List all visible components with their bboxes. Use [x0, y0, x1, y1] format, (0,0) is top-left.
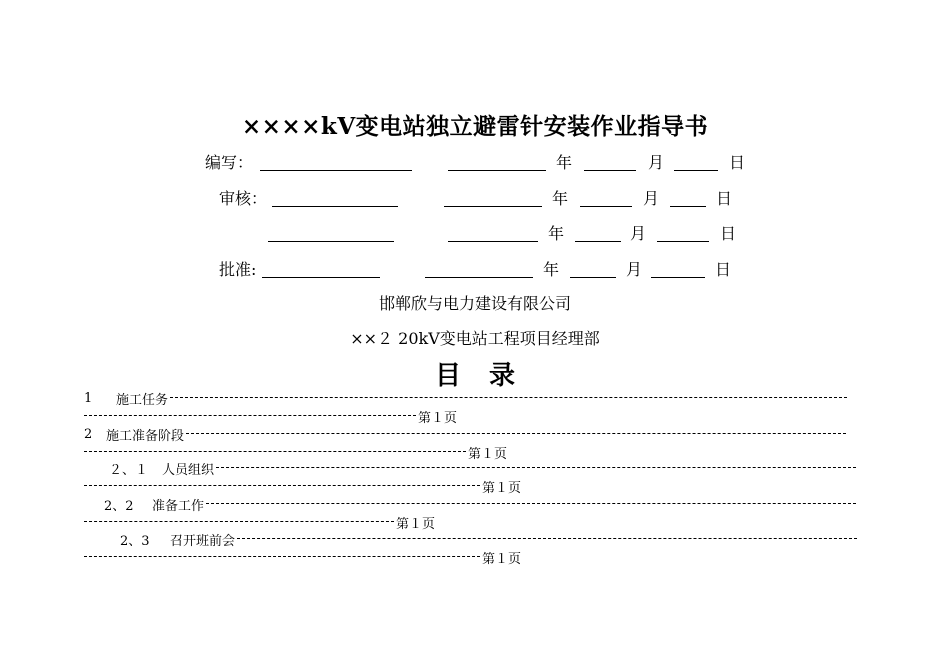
- month-label: 月: [648, 153, 665, 172]
- month-label: 月: [643, 189, 660, 208]
- month-label: 月: [630, 224, 647, 243]
- toc-text: 人员组织: [162, 463, 215, 477]
- toc-leader: [84, 415, 416, 416]
- day-line: [651, 277, 705, 278]
- toc-number: 2、2: [104, 499, 134, 513]
- year-line: [448, 241, 538, 242]
- toc-page: 第１页: [396, 517, 436, 531]
- day-line: [674, 170, 718, 171]
- toc-page: 第１页: [418, 411, 458, 425]
- toc-leader: [84, 485, 480, 486]
- toc-text: 召开班前会: [170, 534, 236, 548]
- toc-heading: 目录: [434, 361, 543, 391]
- year-line: [444, 206, 542, 207]
- toc-text: 准备工作: [152, 499, 205, 513]
- sign-row-author: [0, 150, 950, 174]
- toc-entry[interactable]: [84, 530, 869, 566]
- signature-line: [272, 206, 398, 207]
- company-name: 邯郸欣与电力建设有限公司: [378, 294, 571, 313]
- sign-row-reviewer: [0, 186, 950, 210]
- year-line: [448, 170, 546, 171]
- toc-leader: [206, 503, 856, 504]
- toc-leader: [84, 556, 480, 557]
- month-line: [584, 170, 636, 171]
- day-label: 日: [716, 189, 733, 208]
- toc-page: 第１页: [468, 447, 508, 461]
- year-label: 年: [548, 224, 565, 243]
- year-label: 年: [543, 260, 560, 279]
- signature-line: [260, 170, 412, 171]
- month-label: 月: [626, 260, 643, 279]
- toc-leader: [84, 521, 394, 522]
- sign-label: 编写：: [205, 153, 254, 172]
- toc-number: ２、１: [109, 463, 149, 477]
- toc-number: 1: [84, 391, 93, 406]
- sign-label: 审核：: [219, 189, 268, 208]
- toc-number: 2、3: [120, 534, 150, 548]
- sign-label: 批准:: [219, 260, 257, 279]
- toc-leader: [216, 467, 856, 468]
- toc-entry[interactable]: [84, 425, 869, 461]
- sign-row-reviewer-2: [0, 221, 950, 245]
- toc-entry[interactable]: [84, 389, 869, 425]
- month-line: [575, 241, 621, 242]
- year-label: 年: [556, 153, 573, 172]
- signature-line: [262, 277, 380, 278]
- toc-leader: [84, 451, 466, 452]
- year-line: [425, 277, 533, 278]
- day-label: 日: [729, 153, 746, 172]
- month-line: [580, 206, 632, 207]
- signature-line: [268, 241, 394, 242]
- toc-text: 施工任务: [116, 393, 169, 407]
- toc-leader: [170, 397, 847, 398]
- toc-entry[interactable]: [84, 459, 869, 495]
- toc-leader: [237, 538, 857, 539]
- day-label: 日: [720, 224, 737, 243]
- day-line: [657, 241, 709, 242]
- toc-number: 2: [84, 427, 93, 442]
- document-title: ××××kV变电站独立避雷针安装作业指导书: [241, 113, 709, 140]
- department-name: ××２ 20kV变电站工程项目经理部: [350, 329, 600, 348]
- toc-text: 施工准备阶段: [106, 429, 185, 443]
- day-line: [670, 206, 706, 207]
- month-line: [570, 277, 616, 278]
- toc-leader: [186, 433, 846, 434]
- toc-entry[interactable]: [84, 495, 869, 531]
- day-label: 日: [715, 260, 732, 279]
- year-label: 年: [552, 189, 569, 208]
- sign-row-approver: [0, 257, 950, 281]
- toc-page: 第１页: [482, 552, 522, 566]
- toc-page: 第１页: [482, 481, 522, 495]
